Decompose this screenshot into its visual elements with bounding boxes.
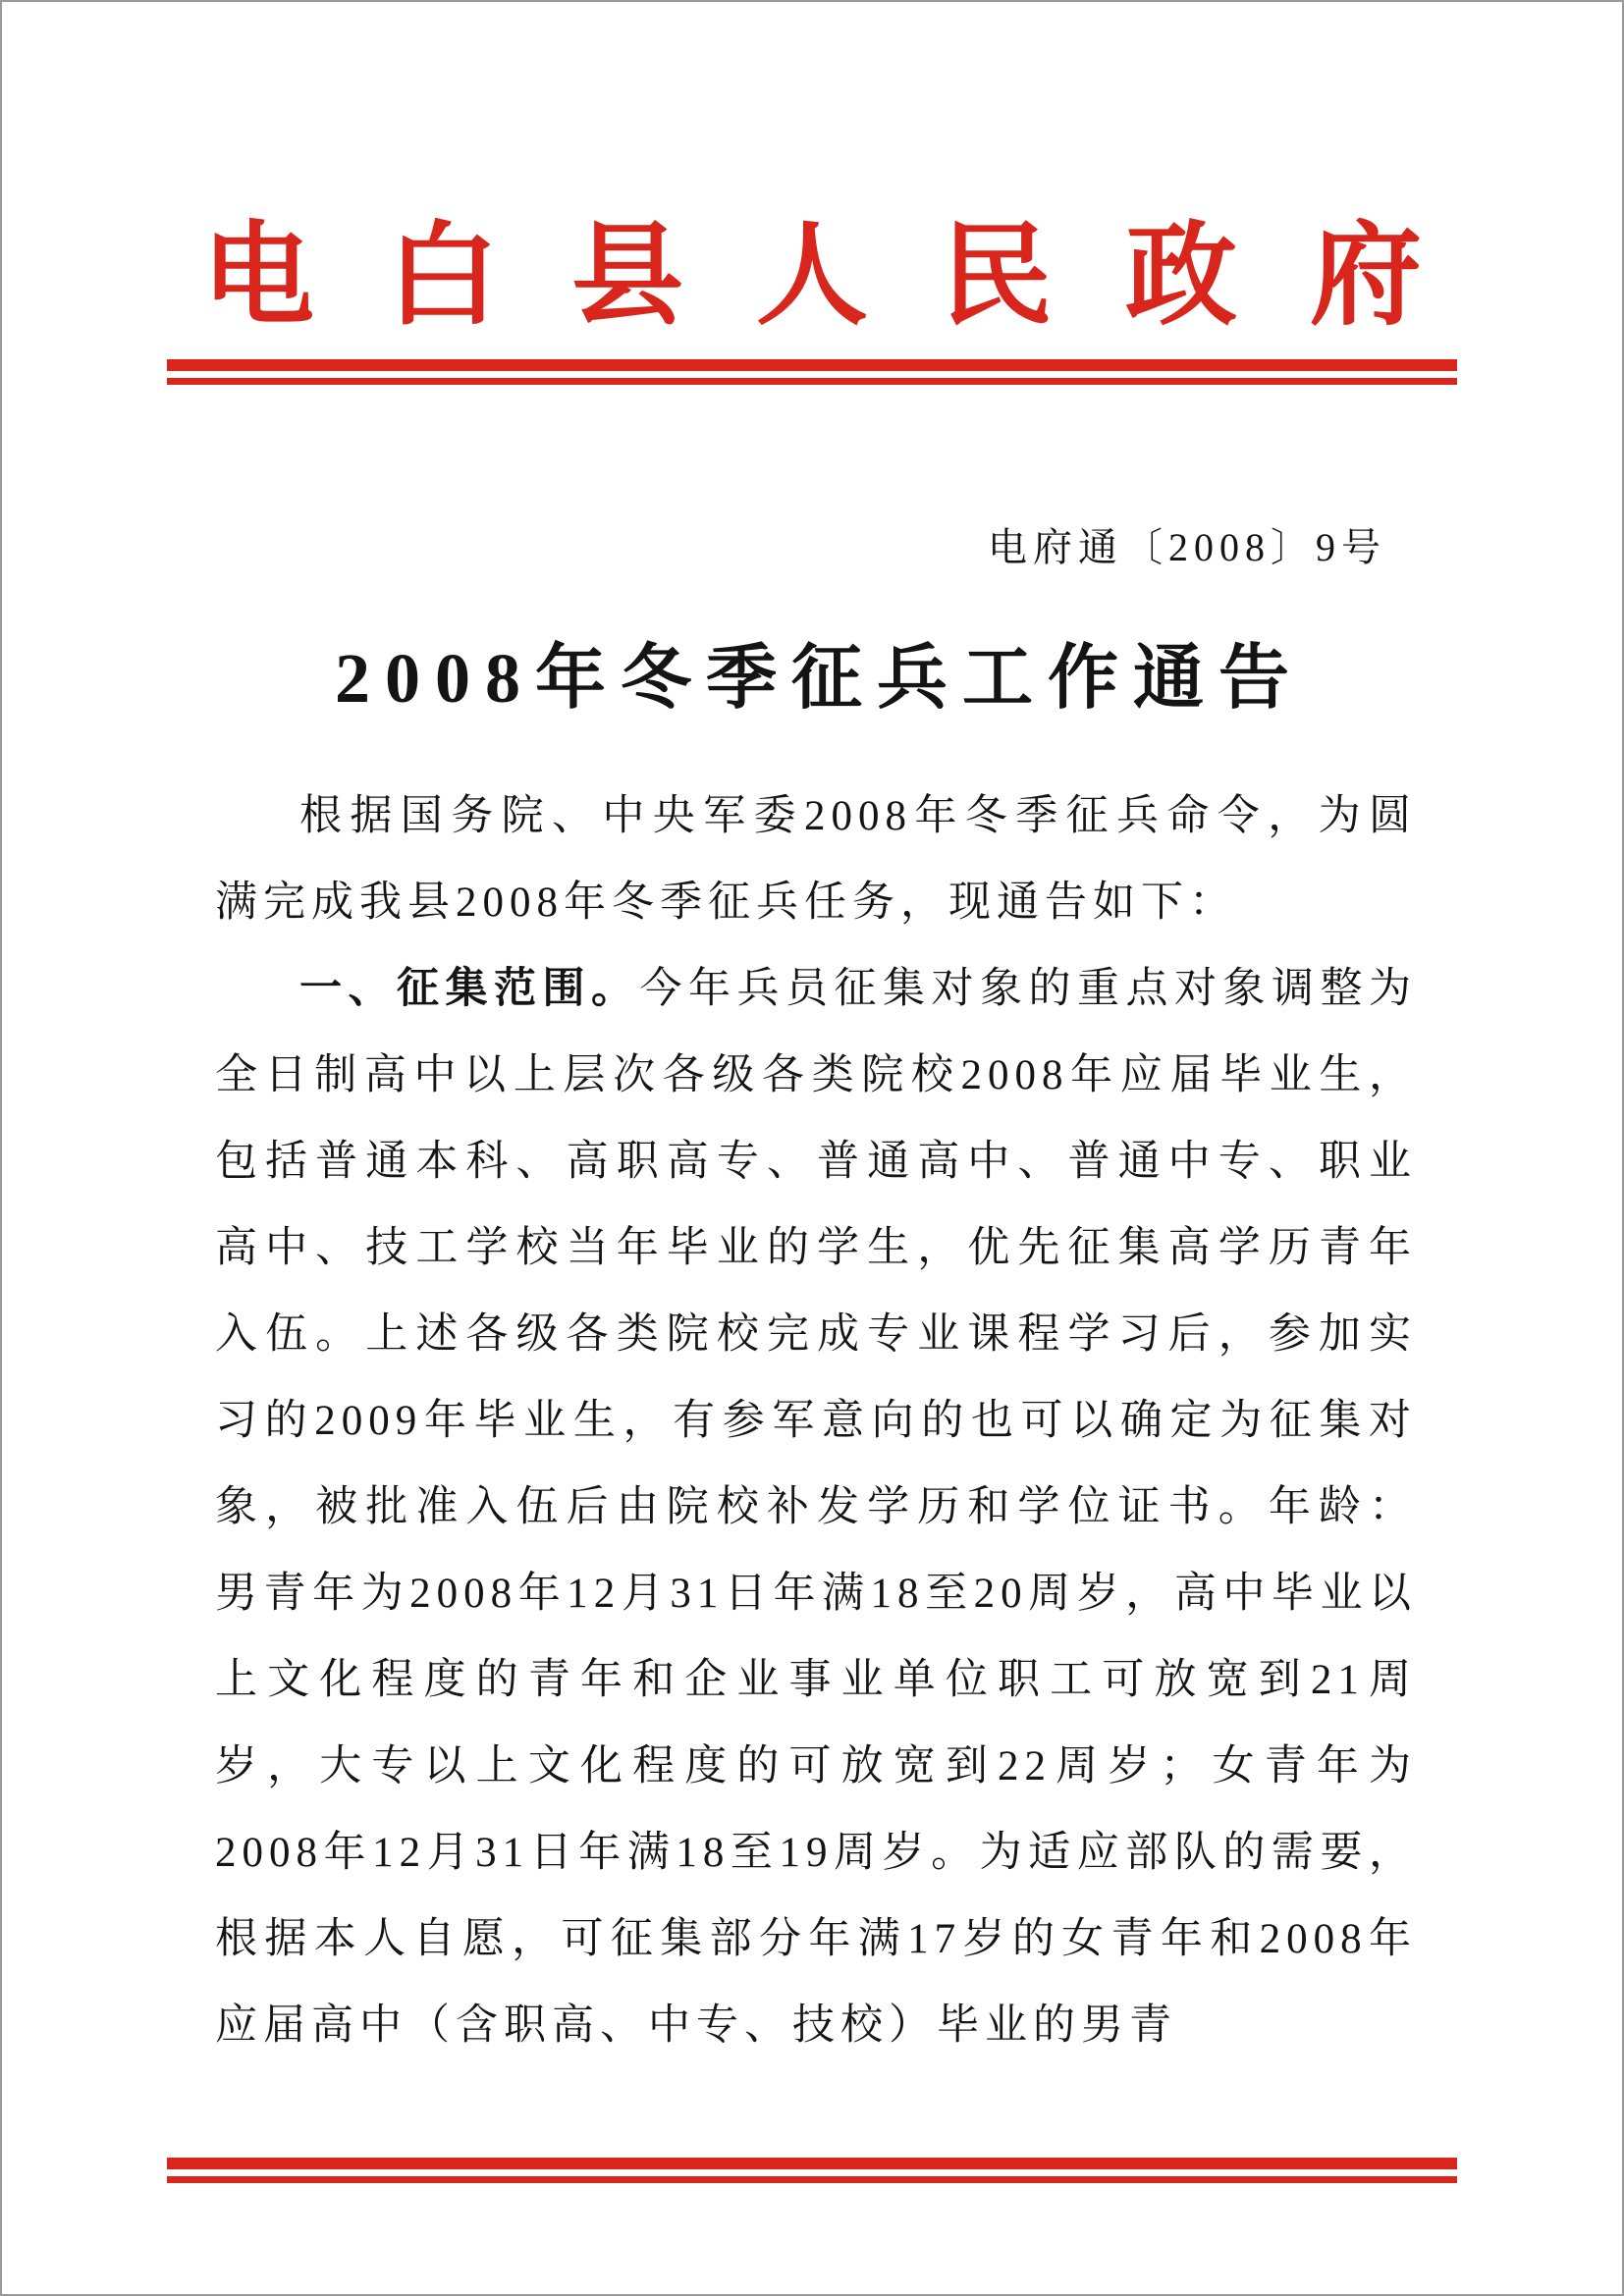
header-double-rule — [167, 359, 1457, 385]
footer-rule-thick — [167, 2158, 1457, 2169]
document-number: 电府通〔2008〕9号 — [988, 525, 1386, 569]
header-rule-thick — [167, 359, 1457, 371]
footer-double-rule — [167, 2158, 1457, 2183]
paragraph-section-1 — [215, 946, 1417, 2069]
paragraph-section-1-text: 今年兵员征集对象的重点对象调整为全日制高中以上层次各级各类院校2008年应届毕业生，包括普通本科、高职高专、普通高中、普通中专、职业高中、技工学校当年毕业的学生，优先征集高学历青年入伍。上述各级各类院校完成专业课程学习后，参加实习的2009年毕业生，有参军意向的也可以确定为征集对象，被批准入伍后由院校补发学历和学位证书。年龄：男青年为2008年12月31日年满18至20周岁，高中毕业以上文化程度的青年和企业事业单位职工可放宽到21周岁，大专以上文化程度的可放宽到22周岁；女青年为2008年12月31日年满18至19周岁。为适应部队的需要，根据本人自愿，可征集部分年满17岁的女青年和2008年应届高中（含职高、中专、技校）毕业的男青 — [215, 966, 1417, 2049]
paragraph-intro — [215, 774, 1417, 946]
document-body — [215, 774, 1417, 2069]
document-title: 2008年冬季征兵工作通告 — [334, 639, 1304, 718]
paragraph-section-1-heading: 一、征集范围。 — [299, 966, 640, 1012]
issuing-authority-name: 电白县人民政府 — [201, 214, 1494, 339]
footer-rule-thin — [167, 2176, 1457, 2183]
paragraph-intro-text: 根据国务院、中央军委2008年冬季征兵命令，为圆满完成我县2008年冬季征兵任务，现通告如下： — [215, 793, 1417, 926]
header-rule-thin — [167, 378, 1457, 385]
issuing-authority-masthead — [2, 204, 1622, 349]
